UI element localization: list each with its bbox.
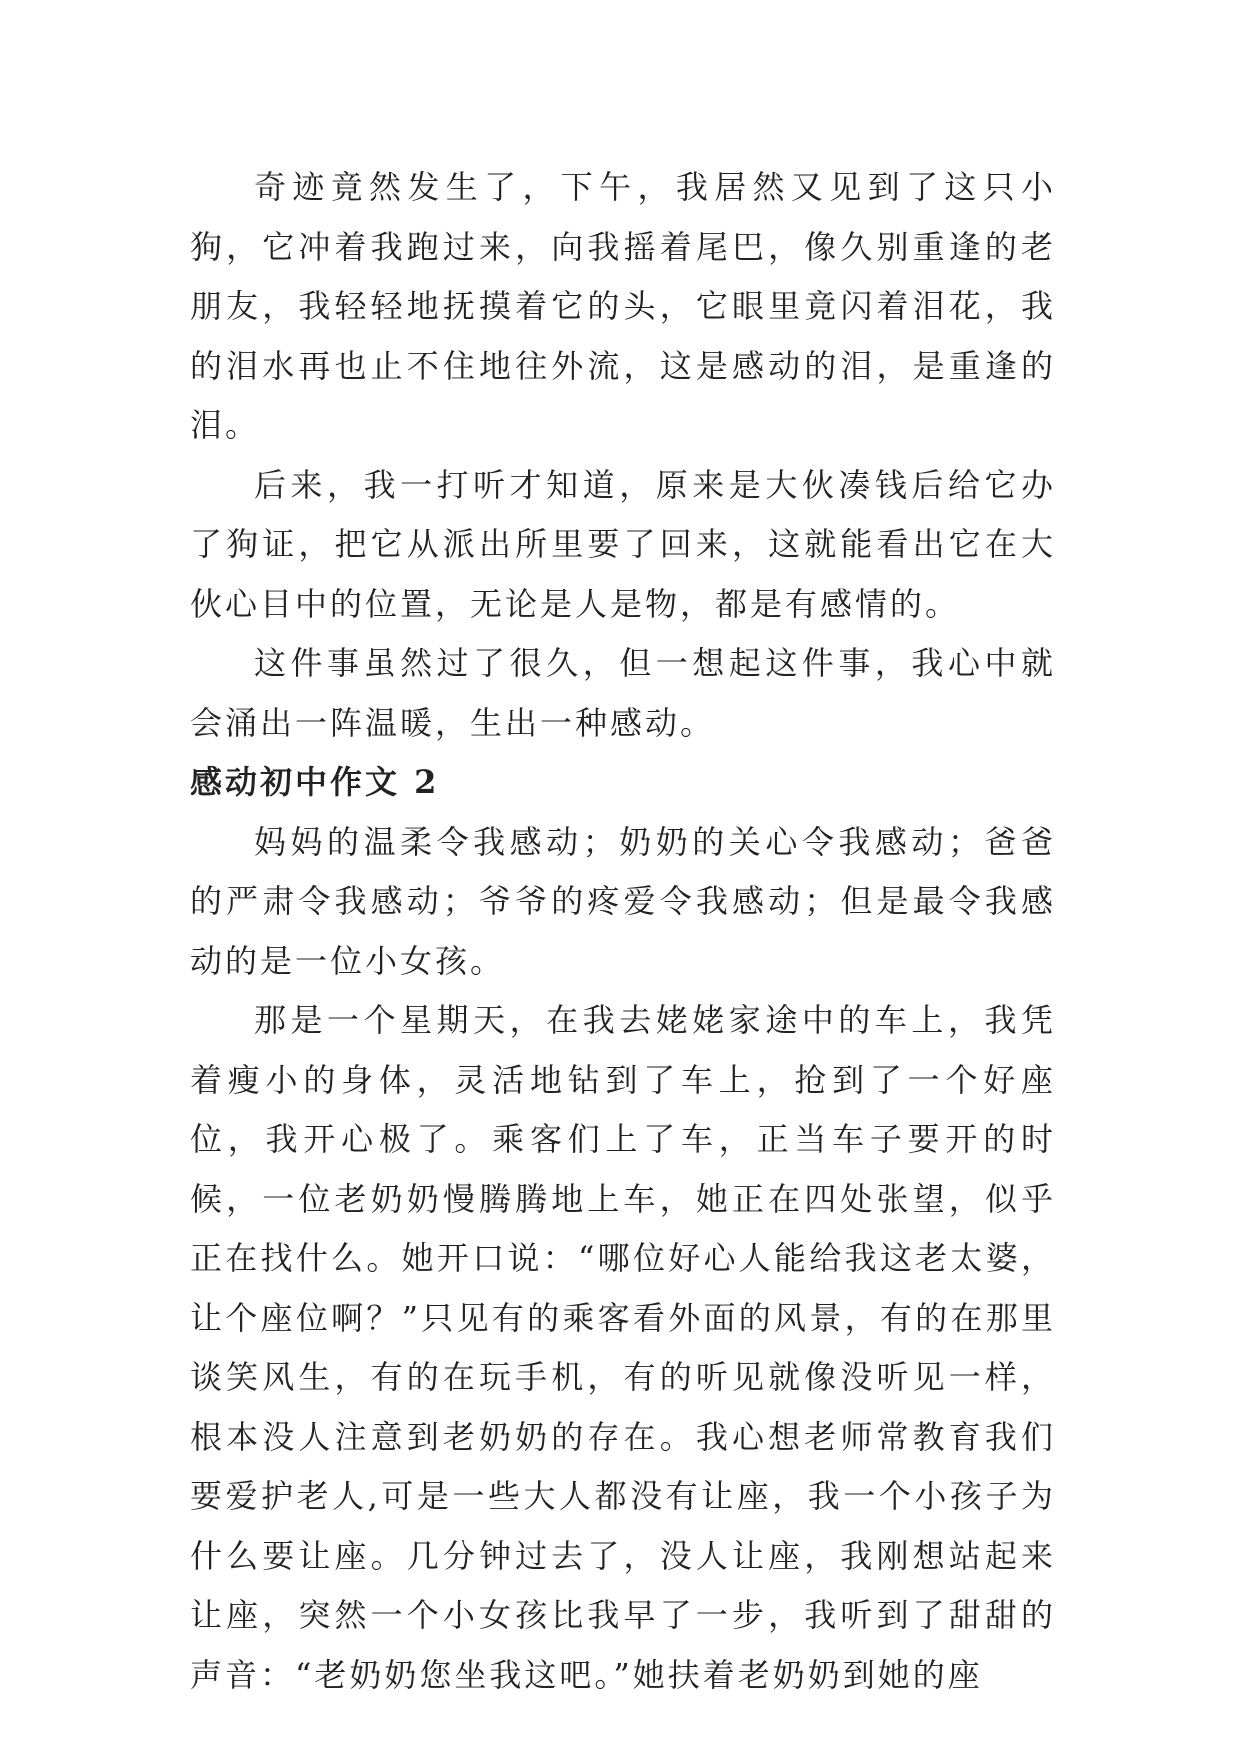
paragraph-warmth: 这件事虽然过了很久，但一想起这件事，我心中就会涌出一阵温暖，生出一种感动。	[190, 644, 1056, 742]
document-page	[190, 158, 1056, 1705]
paragraph-dog-license: 后来，我一打听才知道，原来是大伙凑钱后给它办了狗证，把它从派出所里要了回来，这就能看出它在大伙心目中的位置，无论是人是物，都是有感情的。	[190, 465, 1056, 623]
paragraph-miracle: 奇迹竟然发生了，下午，我居然又见到了这只小狗，它冲着我跑过来，向我摇着尾巴，像久别重逢的老朋友，我轻轻地抚摸着它的头，它眼里竟闪着泪花，我的泪水再也止不住地往外流，这是感动的泪，是重逢的泪。	[190, 168, 1056, 444]
paragraph-family: 妈妈的温柔令我感动；奶奶的关心令我感动；爸爸的严肃令我感动；爷爷的疼爱令我感动；但是最令我感动的是一位小女孩。	[190, 822, 1056, 980]
paragraph-bus-story: 那是一个星期天，在我去姥姥家途中的车上，我凭着瘦小的身体，灵活地钻到了车上，抢到了一个好座位，我开心极了。乘客们上了车，正当车子要开的时候，一位老奶奶慢腾腾地上车，她正在四处张望，似乎正在找什么。她开口说：“哪位好心人能给我这老太婆，让个座位啊？”只见有的乘客看外面的风景，有的在那里谈笑风生，有的在玩手机，有的听见就像没听见一样，根本没人注意到老奶奶的存在。我心想老师常教育我们要爱护老人,可是一些大人都没有让座，我一个小孩子为什么要让座。几分钟过去了，没人让座，我刚想站起来让座，突然一个小女孩比我早了一步，我听到了甜甜的声音：“老奶奶您坐我这吧。”她扶着老奶奶到她的座	[190, 1001, 1056, 1694]
essay-heading: 感动初中作文 2	[190, 763, 440, 801]
